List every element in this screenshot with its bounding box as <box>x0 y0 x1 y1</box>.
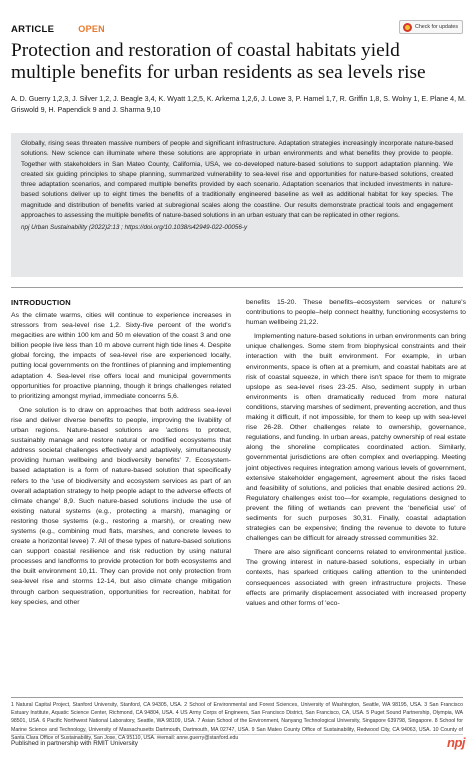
abstract-box <box>11 133 463 277</box>
publisher-partnership: Published in partnership with RMIT University <box>11 740 138 747</box>
section-heading-introduction: INTRODUCTION <box>11 298 71 307</box>
left-column <box>11 298 231 608</box>
footer-divider <box>11 734 463 735</box>
article-title: Protection and restoration of coastal habitats yield multiple benefits for urban residents as sea levels rise <box>11 40 426 83</box>
paragraph: One solution is to draw on approaches that both address sea-level rise and deliver diverse benefits to people, improving the livability of urban regions. Nature-based solutions are 'actions to protect, sustainably manage and restore natural or modified ecosystems that address societal challenges effectively and adaptively, simultaneously providing human wellbeing and biodiversity benefits' 7. Ecosystem-based adaptation is a form of nature-based solution that specifically refers to the 'use of biodiversity and ecosystem services as part of an overall adaptation strategy to help people adapt to the adverse effects of climate change' 8,9. Such nature-based solutions include the use of existing natural systems (e.g., protecting a marsh), managing or restoring those systems (e.g., restoring a marsh), or creating new systems (e.g., combining mud flats, marshes, and concrete levees to create a horizontal levee) 7. All of these types of nature-based solutions can support coastal resilience and risk reduction by using natural processes and landforms to provide protection for both ecosystems and the built environment 10,11. They can provide not only protection from sea-level rise and storms 12-14, but also climate change mitigation through carbon sequestration, opportunities for recreation, habitat for key species, and other <box>11 406 231 606</box>
article-type-label: ARTICLE <box>11 23 55 35</box>
crossmark-icon <box>403 23 412 32</box>
check-for-updates-label: Check for updates <box>415 24 458 30</box>
author-names[interactable]: A. D. Guerry 1,2,3, J. Silver 1,2, J. Beagle 3,4, K. Wyatt 1,2,5, K. Arkema 1,2,6, J. Lowe 3, P. Hamel 1,7, R. Griffin 1,8, S. Wolny 1, E. Plane 4, M. Griswold 9, H. Papendick 9 and J. Sharma 9,10 <box>11 95 466 114</box>
author-list <box>11 94 466 116</box>
check-for-updates-button[interactable] <box>399 20 463 34</box>
abstract-text: Globally, rising seas threaten massive numbers of people and significant infrastructure. Adaptation strategies increasingly incorporate nature-based solutions. New science can illuminate where these solutions are appropriate in urban environments and what benefits they provide to people. Together with stakeholders in San Mateo County, California, USA, we co-developed nature-based solutions to support adaptation planning. We created six guiding principles to shape planning, summarized vulnerability to sea-level rise and opportunities for nature-based solutions, created three adaptation scenarios, and compared multiple benefits provided by each scenario. Adaptation scenarios that included investments in nature-based solutions deliver up to eight times the benefits of a traditionally engineered baseline as well as additional habitat for key species. The magnitude and distribution of benefits varied at subregional scales along the coastline. Our results demonstrate practical tools and engagement approaches to assessing the multiple benefits of nature-based solutions in an urban estuary that can be replicated in other regions. <box>21 140 453 220</box>
article-header <box>11 22 105 36</box>
paragraph: There are also significant concerns related to environmental justice. The growing interest in nature-based solutions, especially in urban contexts, has sparked critiques calling attention to the unintended consequences associated with green infrastructure projects. These effects are primarily displacement associated with increased property values and other forms of 'eco- <box>246 549 466 607</box>
right-column <box>246 298 466 609</box>
citation-doi[interactable]: npj Urban Sustainability (2022)2:13 ; https://doi.org/10.1038/s42949-022-00056-y <box>21 224 248 232</box>
divider <box>11 287 463 288</box>
affiliations-footnote: 1 Natural Capital Project, Stanford University, Stanford, CA 94305, USA. 2 School of Environmental and Forest Sciences, University of Washington, Seattle, WA 98195, USA. 3 San Francisco Estuary Institute, Aquatic Science Center, Richmond, CA 94804, USA. 4 US Army Corps of Engineers, San Francisco District, San Francisco, CA, USA. 5 Puget Sound Partnership, Olympia, WA 98501, USA. 6 Pacific Northwest National Laboratory, Seattle, WA 98109, USA. 7 Asian School of the Environment, Nanyang Technological University, Singapore 639798, Singapore. 8 School for Marine Science and Technology, University of Massachusetts Dartmouth, Dartmouth, MA 02747, USA. 9 San Mateo County Office of Sustainability, Redwood City, CA 94063, USA. 10 County of Santa Clara Office of Sustainability, San Jose, CA 95110, USA. ✉email: anne.guerry@stanford.edu <box>11 697 463 742</box>
paragraph: As the climate warms, cities will continue to experience increases in stressors from sea-level rise 1,2. Sixty-five percent of the world's megacities are within 100 km and 50 m elevation of the coast 3 and one billion people live less than 10 m above current high tide lines 4. Despite global forcing, the impacts of sea-level rise are experienced locally, putting local governments on the frontlines of planning and implementing adaptation 4. Sea-level rise offers local and municipal governments opportunities for proactive planning, though it brings challenges related to prioritizing amongst myriad, immediate concerns 5,6. <box>11 312 231 400</box>
paragraph: benefits 15-20. These benefits–ecosystem services or nature's contributions to people–help connect healthy, functioning ecosystems to human wellbeing 21,22. <box>246 299 466 327</box>
open-access-label[interactable]: OPEN <box>78 24 105 34</box>
paragraph: Implementing nature-based solutions in urban environments can bring unique challenges. Some stem from biophysical constraints and their interaction with the built environment. For example, in urban environments, space is often at a premium, and coastal habitats are at risk of coastal squeeze, in which there isn't space for them to migrate upslope as sea-level rises 23-25. Also, sediment supply in urban environments is often dramatically reduced from more natural conditions, starving marshes of sediment, preventing accretion, and thus making it difficult, if not impossible, for them to keep up with sea-level rise 26-28. Other challenges relate to ownership, governance, regulations, and funding. In urban areas, patchy ownership of real estate along the shoreline complicates coordinated action. Similarly, governmental jurisdictions are often complex and overlapping. Meeting joint objectives requires integration among various levels of government, extensive stakeholder engagement, agreement about the risks faced and feasibility of solutions, and policies that enable desired actions 29. Regulatory challenges exist too—for example, regulations designed to prevent the filling of wetlands can prevent the 'beneficial use' of sediments for such purposes 30,31. Finally, coastal adaptation strategies can be expensive; finding the revenue to devote to future challenges can be difficult for already stressed communities 32. <box>246 333 466 543</box>
npj-logo[interactable]: npj <box>447 735 465 750</box>
